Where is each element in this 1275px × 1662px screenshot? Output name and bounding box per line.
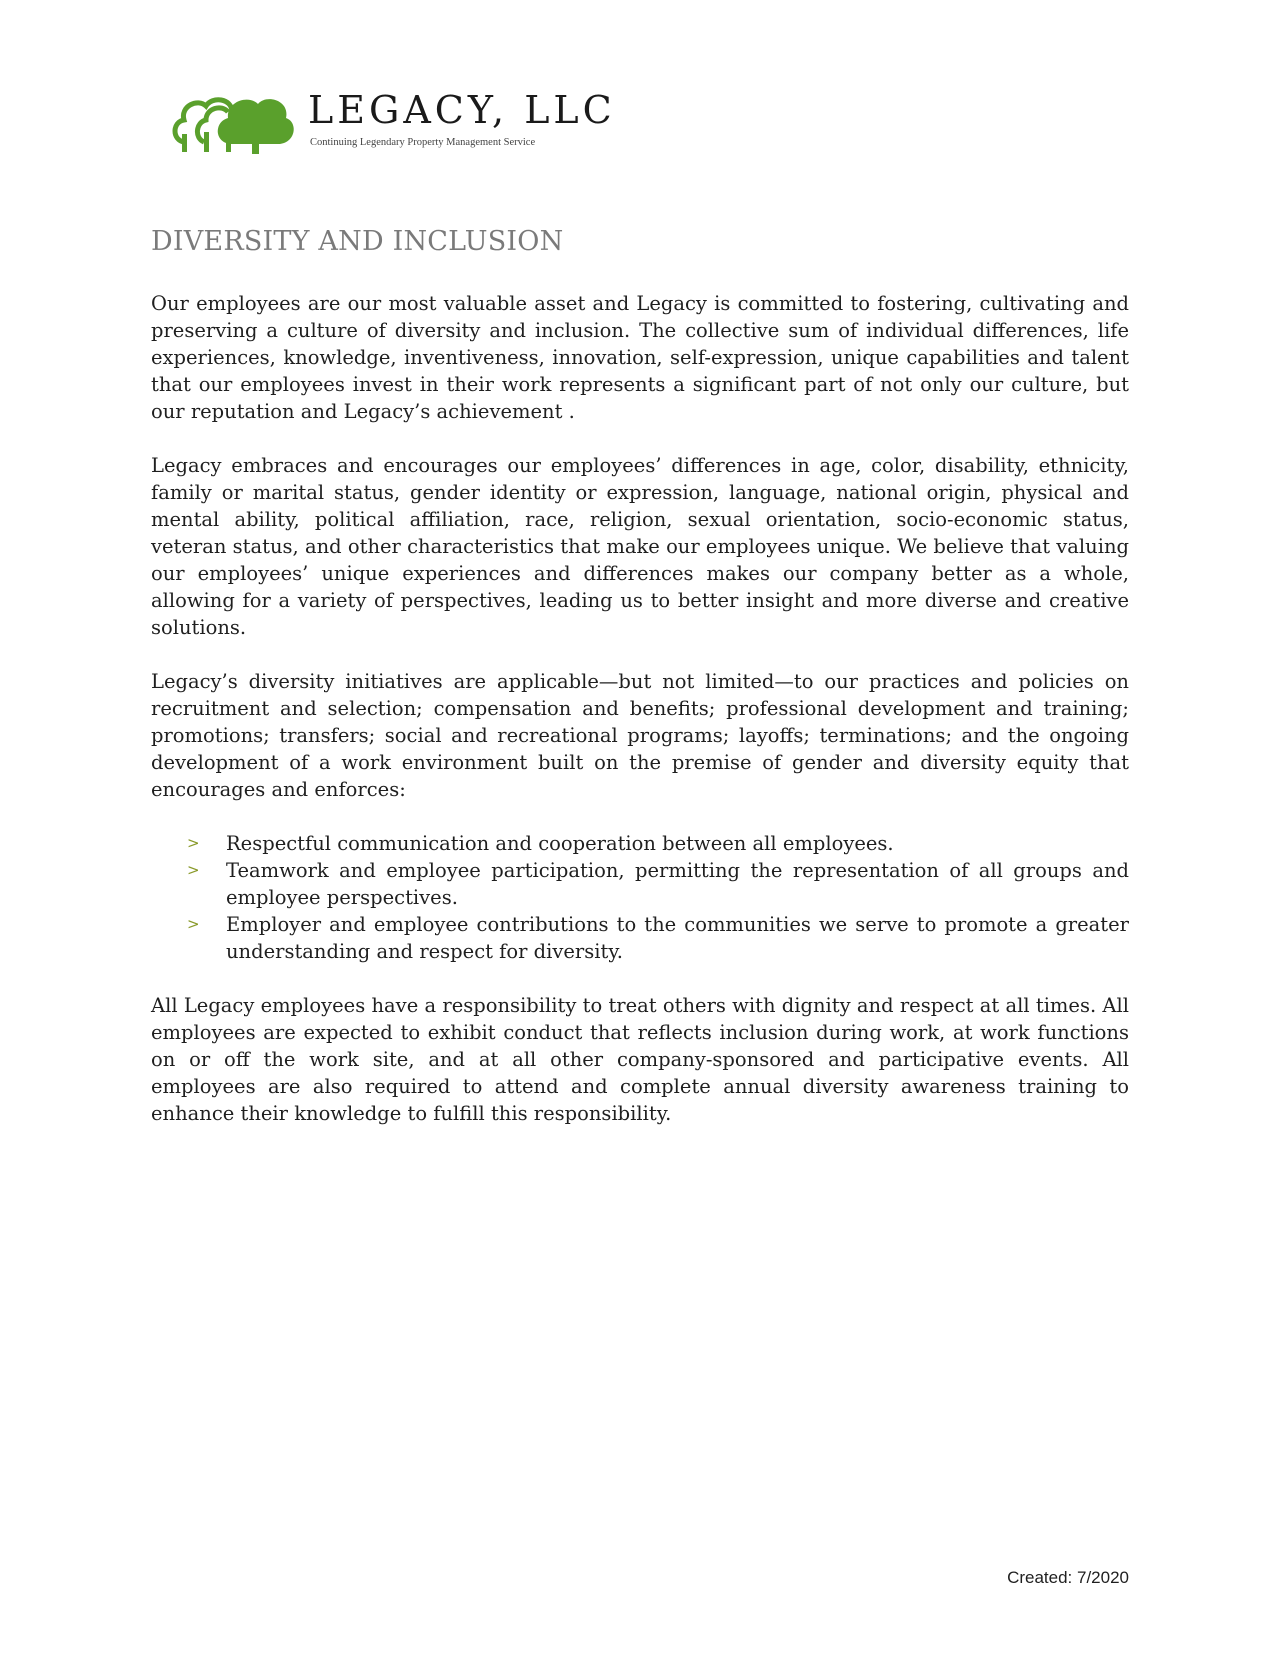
logo-tagline: Continuing Legendary Property Management Service xyxy=(310,137,536,148)
chevron-right-icon: > xyxy=(187,915,200,933)
chevron-right-icon: > xyxy=(187,834,200,852)
logo-wordmark: LEGACY, LLC xyxy=(308,88,616,132)
created-date: Created: 7/2020 xyxy=(1007,1568,1129,1587)
paragraph-initiatives: Legacy’s diversity initiatives are applicable—but not limited—to our practices and policies on recruitment and selection; compensation and benefits; professional development and training; promotions; transfers; social and recreational programs; layoffs; terminations; and the ongoing development of a work environment built on the premise of gender and diversity equity that encourages and enforces: xyxy=(151,670,1129,801)
bullet-text: Respectful communication and cooperation between all employees. xyxy=(226,832,894,855)
bullet-list xyxy=(151,830,1129,965)
company-logo xyxy=(170,82,790,162)
paragraph-closing: All Legacy employees have a responsibility to treat others with dignity and respect at all times. All employees are expected to exhibit conduct that reflects inclusion during work, at work functions on or off the work site, and at all other company-sponsored and participative events. All employees are also required to attend and complete annual diversity awareness training to enhance their knowledge to fulfill this responsibility. xyxy=(151,994,1129,1125)
paragraph-differences: Legacy embraces and encourages our employees’ differences in age, color, disability, ethnicity, family or marital status, gender identity or expression, language, national origin, physical and mental ability, political affiliation, race, religion, sexual orientation, socio-economic status, veteran status, and other characteristics that make our employees unique. We believe that valuing our employees’ unique experiences and differences makes our company better as a whole, allowing for a variety of perspectives, leading us to better insight and more diverse and creative solutions. xyxy=(151,454,1129,639)
document-title: DIVERSITY AND INCLUSION xyxy=(151,226,564,257)
chevron-right-icon: > xyxy=(187,861,200,879)
trees-icon xyxy=(170,82,300,154)
list-item xyxy=(151,830,1129,857)
list-item xyxy=(151,857,1129,911)
paragraph-intro: Our employees are our most valuable asset and Legacy is committed to fostering, cultivating and preserving a culture of diversity and inclusion. The collective sum of individual differences, life experiences, knowledge, inventiveness, innovation, self-expression, unique capabilities and talent that our employees invest in their work represents a significant part of not only our culture, but our reputation and Legacy’s achievement . xyxy=(151,292,1129,423)
list-item xyxy=(151,911,1129,965)
bullet-text: Teamwork and employee participation, permitting the representation of all groups and employee perspectives. xyxy=(226,859,1129,909)
bullet-text: Employer and employee contributions to the communities we serve to promote a greater understanding and respect for diversity. xyxy=(226,913,1129,963)
document-body xyxy=(151,290,1129,1154)
